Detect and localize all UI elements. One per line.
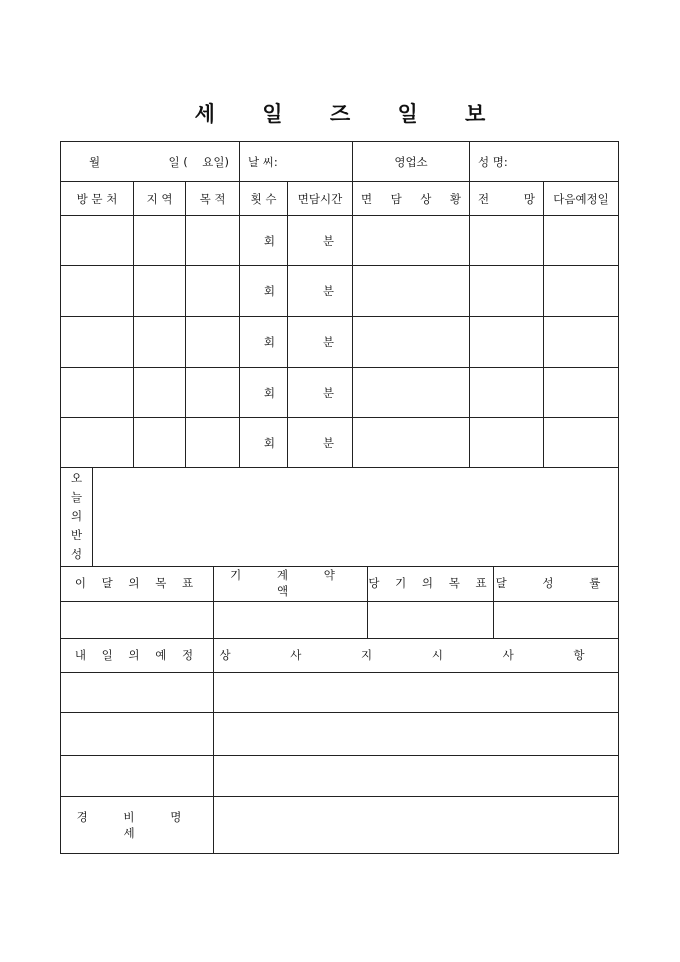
status-cell[interactable] xyxy=(353,266,470,317)
outlook-cell[interactable] xyxy=(470,418,544,468)
count-cell[interactable] xyxy=(240,317,288,368)
outlook-char: 전 xyxy=(478,191,490,206)
visit-place-cell[interactable] xyxy=(61,418,134,468)
table-row xyxy=(61,266,619,317)
tomorrow-plan-input[interactable] xyxy=(61,712,214,755)
time-unit: 분 xyxy=(322,335,335,349)
status-char: 담 xyxy=(390,191,402,206)
supervisor-instructions-label: 상 사 지 시 사 항 xyxy=(214,638,619,672)
next-date-cell[interactable] xyxy=(544,418,619,468)
next-date-cell[interactable] xyxy=(544,317,619,368)
instructions-input[interactable] xyxy=(214,672,619,712)
tomorrow-plan-input[interactable] xyxy=(61,672,214,712)
visit-place-cell[interactable] xyxy=(61,368,134,418)
reflection-char: 오 xyxy=(70,470,83,485)
time-cell[interactable] xyxy=(288,418,353,468)
reflection-char: 반 xyxy=(70,527,83,542)
count-cell[interactable] xyxy=(240,266,288,317)
count-cell[interactable] xyxy=(240,418,288,468)
office-cell[interactable] xyxy=(353,142,470,182)
term-goal-label: 당 기 의 목 표 xyxy=(368,566,494,601)
reflection-char: 의 xyxy=(70,508,83,523)
time-unit: 분 xyxy=(322,284,335,298)
purpose-cell[interactable] xyxy=(186,317,240,368)
purpose-cell[interactable] xyxy=(186,266,240,317)
table-row xyxy=(61,418,619,468)
time-unit: 분 xyxy=(322,385,335,400)
next-date-cell[interactable] xyxy=(544,216,619,266)
next-date-cell[interactable] xyxy=(544,368,619,418)
count-cell[interactable] xyxy=(240,216,288,266)
col-meeting-status xyxy=(353,182,470,216)
time-cell[interactable] xyxy=(288,266,353,317)
status-cell[interactable] xyxy=(353,368,470,418)
col-visit-place: 방 문 처 xyxy=(61,182,134,216)
table-row xyxy=(61,317,619,368)
col-meeting-time: 면담시간 xyxy=(288,182,353,216)
count-cell[interactable] xyxy=(240,368,288,418)
header-row xyxy=(61,142,619,182)
date-cell[interactable] xyxy=(61,142,240,182)
status-char: 상 xyxy=(420,191,432,206)
region-cell[interactable] xyxy=(134,266,186,317)
region-cell[interactable] xyxy=(134,216,186,266)
count-unit: 회 xyxy=(263,335,276,349)
outlook-cell[interactable] xyxy=(470,368,544,418)
expense-label: 경 비 명 세 xyxy=(61,796,214,853)
status-cell[interactable] xyxy=(353,216,470,266)
outlook-cell[interactable] xyxy=(470,317,544,368)
table-row xyxy=(61,368,619,418)
time-unit: 분 xyxy=(322,233,335,248)
expense-input[interactable] xyxy=(214,796,619,853)
monthly-goal-input[interactable] xyxy=(61,601,214,638)
contract-amount-input[interactable] xyxy=(214,601,368,638)
instructions-input[interactable] xyxy=(214,712,619,755)
tomorrow-plan-input[interactable] xyxy=(61,755,214,796)
contract-amount-label: 기 계 약 액 xyxy=(214,566,368,601)
page-title: 세 일 즈 일 보 xyxy=(194,101,506,126)
col-outlook xyxy=(470,182,544,216)
weather-label: 날 씨: xyxy=(248,154,278,169)
reflection-input[interactable] xyxy=(93,467,619,566)
plans-table xyxy=(60,638,619,854)
next-date-cell[interactable] xyxy=(544,266,619,317)
instructions-input[interactable] xyxy=(214,755,619,796)
count-unit: 회 xyxy=(263,284,276,298)
col-next-date: 다음예정일 xyxy=(544,182,619,216)
achievement-rate-input[interactable] xyxy=(494,601,619,638)
purpose-cell[interactable] xyxy=(186,216,240,266)
reflection-char: 늘 xyxy=(70,489,83,504)
monthly-goal-label: 이 달 의 목 표 xyxy=(61,566,214,601)
visit-place-cell[interactable] xyxy=(61,317,134,368)
tomorrow-plan-label: 내 일 의 예 정 xyxy=(61,638,214,672)
office-label: 영업소 xyxy=(394,154,428,169)
achievement-rate-label: 달 성 률 xyxy=(494,566,619,601)
day-weekday-label: 일 ( 요일) xyxy=(168,154,230,169)
time-cell[interactable] xyxy=(288,317,353,368)
col-count: 횟 수 xyxy=(240,182,288,216)
visit-place-cell[interactable] xyxy=(61,216,134,266)
reflection-table xyxy=(60,467,619,567)
table-row xyxy=(61,216,619,266)
region-cell[interactable] xyxy=(134,317,186,368)
purpose-cell[interactable] xyxy=(186,418,240,468)
region-cell[interactable] xyxy=(134,418,186,468)
time-unit: 분 xyxy=(322,435,335,450)
time-cell[interactable] xyxy=(288,368,353,418)
outlook-char: 망 xyxy=(523,191,536,206)
visit-table xyxy=(60,141,619,468)
count-unit: 회 xyxy=(263,435,276,450)
column-header-row xyxy=(61,182,619,216)
outlook-cell[interactable] xyxy=(470,266,544,317)
col-purpose: 목 적 xyxy=(186,182,240,216)
status-cell[interactable] xyxy=(353,317,470,368)
status-char: 면 xyxy=(361,191,373,206)
time-cell[interactable] xyxy=(288,216,353,266)
col-region: 지 역 xyxy=(134,182,186,216)
count-unit: 회 xyxy=(263,233,276,248)
visit-place-cell[interactable] xyxy=(61,266,134,317)
count-unit: 회 xyxy=(263,385,276,400)
reflection-label xyxy=(61,467,93,566)
status-cell[interactable] xyxy=(353,418,470,468)
month-label: 월 xyxy=(89,154,101,169)
reflection-char: 성 xyxy=(70,546,83,561)
outlook-cell[interactable] xyxy=(470,216,544,266)
goals-table xyxy=(60,566,619,639)
name-label: 성 명: xyxy=(478,154,508,169)
weather-cell[interactable] xyxy=(240,142,353,182)
status-char: 황 xyxy=(449,191,461,206)
region-cell[interactable] xyxy=(134,368,186,418)
name-cell[interactable] xyxy=(470,142,619,182)
term-goal-input[interactable] xyxy=(368,601,494,638)
purpose-cell[interactable] xyxy=(186,368,240,418)
